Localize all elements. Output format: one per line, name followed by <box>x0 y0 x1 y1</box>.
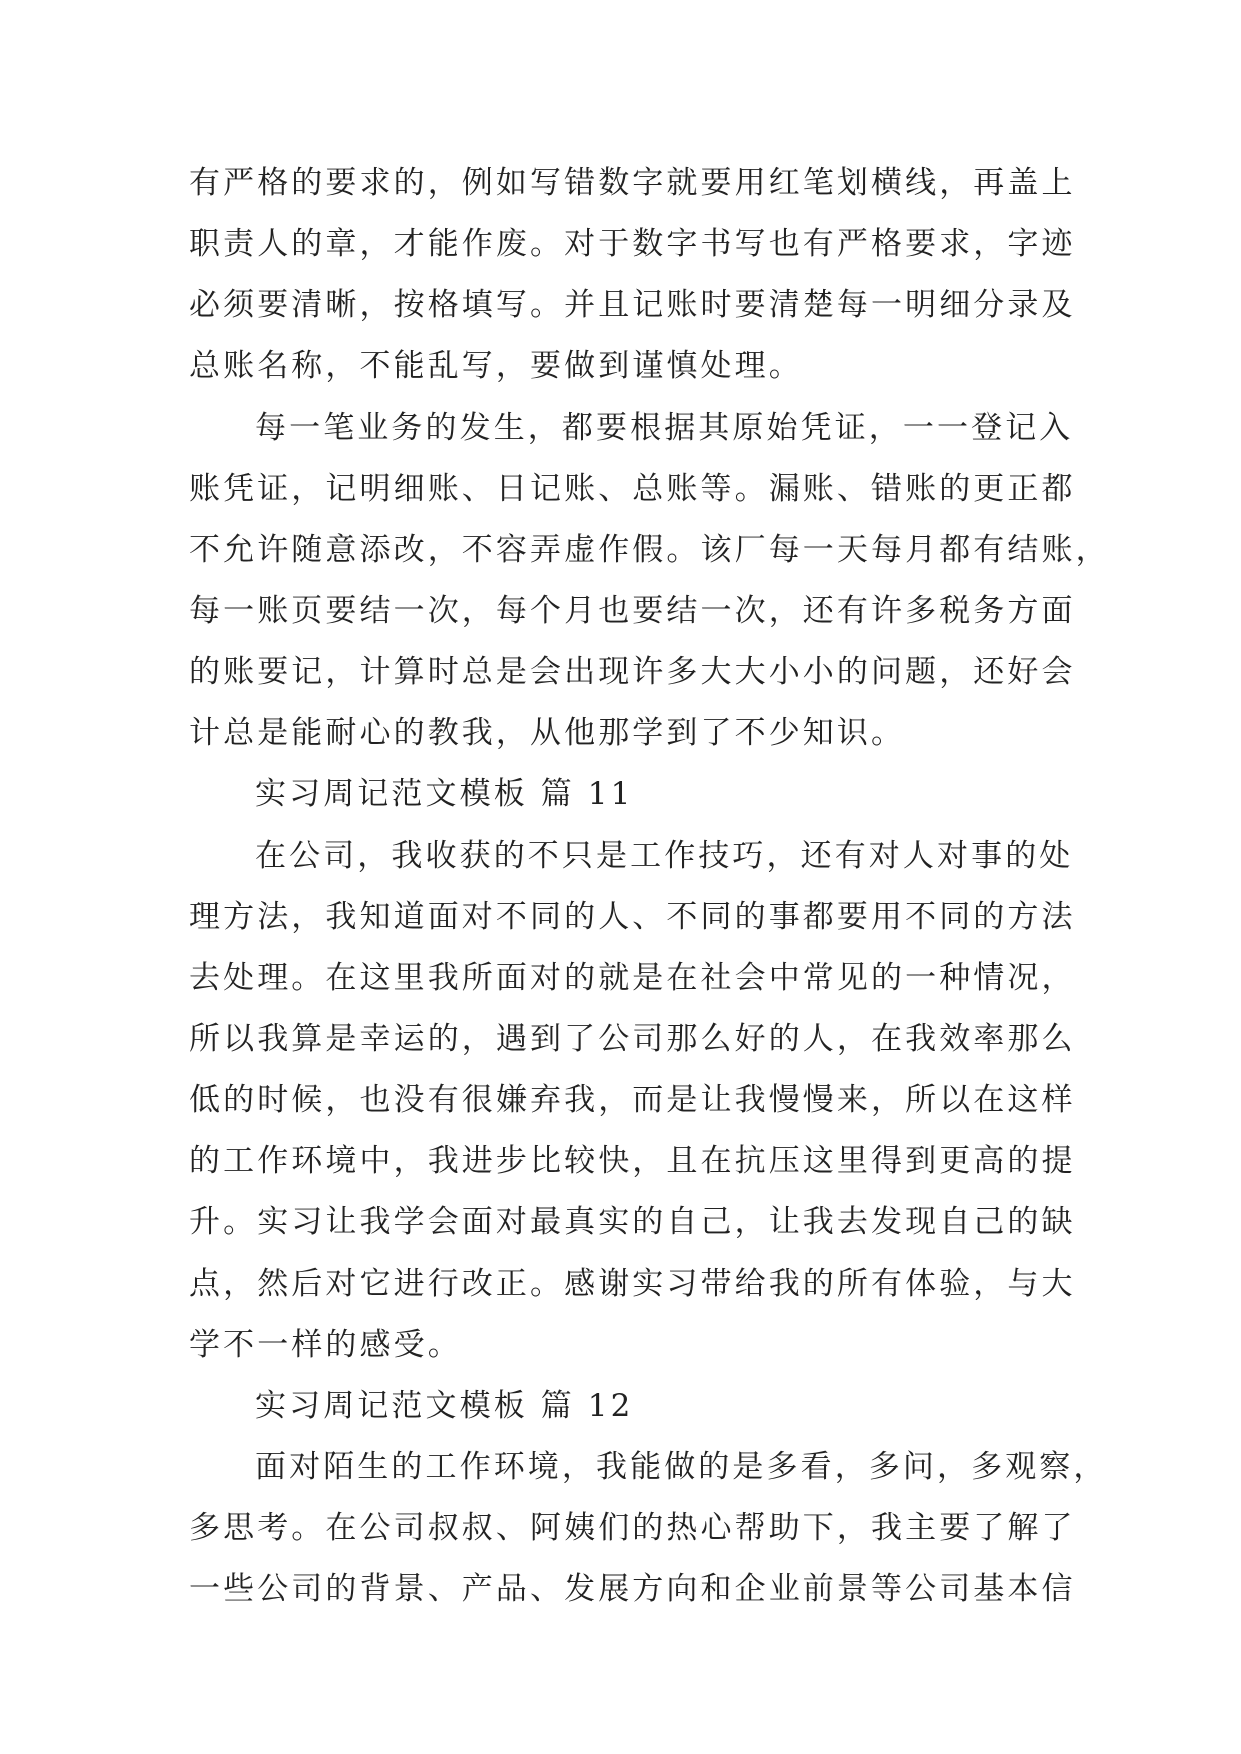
body-line: 去处理。在这里我所面对的就是在社会中常见的一种情况， <box>189 959 1076 996</box>
section-heading: 实习周记范文模板 篇 11 <box>255 776 634 813</box>
body-line: 必须要清晰，按格填写。并且记账时要清楚每一明细分录及 <box>189 287 1076 324</box>
paragraph-first-line: 每一笔业务的发生，都要根据其原始凭证，一一登记入 <box>255 409 1074 446</box>
body-line: 总账名称，不能乱写，要做到谨慎处理。 <box>189 348 803 385</box>
body-line: 多思考。在公司叔叔、阿姨们的热心帮助下，我主要了解了 <box>189 1510 1076 1547</box>
body-line: 低的时候，也没有很嫌弃我，而是让我慢慢来，所以在这样 <box>189 1082 1076 1119</box>
paragraph-first-line: 在公司，我收获的不只是工作技巧，还有对人对事的处 <box>255 837 1074 874</box>
body-line: 的工作环境中，我进步比较快，且在抗压这里得到更高的提 <box>189 1143 1076 1180</box>
body-line: 账凭证，记明细账、日记账、总账等。漏账、错账的更正都 <box>189 470 1076 507</box>
body-line: 不允许随意添改，不容弄虚作假。该厂每一天每月都有结账， <box>189 531 1110 568</box>
body-line: 理方法，我知道面对不同的人、不同的事都要用不同的方法 <box>189 898 1076 935</box>
document-body <box>189 153 1110 1620</box>
body-line: 计总是能耐心的教我，从他那学到了不少知识。 <box>189 715 906 752</box>
body-line: 一些公司的背景、产品、发展方向和企业前景等公司基本信 <box>189 1571 1076 1608</box>
section-heading: 实习周记范文模板 篇 12 <box>255 1387 634 1424</box>
body-line: 升。实习让我学会面对最真实的自己，让我去发现自己的缺 <box>189 1204 1076 1241</box>
body-line: 职责人的章，才能作废。对于数字书写也有严格要求，字迹 <box>189 226 1076 263</box>
body-line: 每一账页要结一次，每个月也要结一次，还有许多税务方面 <box>189 592 1076 629</box>
paragraph-first-line: 面对陌生的工作环境，我能做的是多看，多问，多观察， <box>255 1448 1108 1485</box>
body-line: 学不一样的感受。 <box>189 1326 462 1363</box>
body-line: 点，然后对它进行改正。感谢实习带给我的所有体验，与大 <box>189 1265 1076 1302</box>
body-line: 的账要记，计算时总是会出现许多大大小小的问题，还好会 <box>189 654 1076 691</box>
body-line: 所以我算是幸运的，遇到了公司那么好的人，在我效率那么 <box>189 1020 1076 1057</box>
body-line: 有严格的要求的，例如写错数字就要用红笔划横线，再盖上 <box>189 165 1076 201</box>
